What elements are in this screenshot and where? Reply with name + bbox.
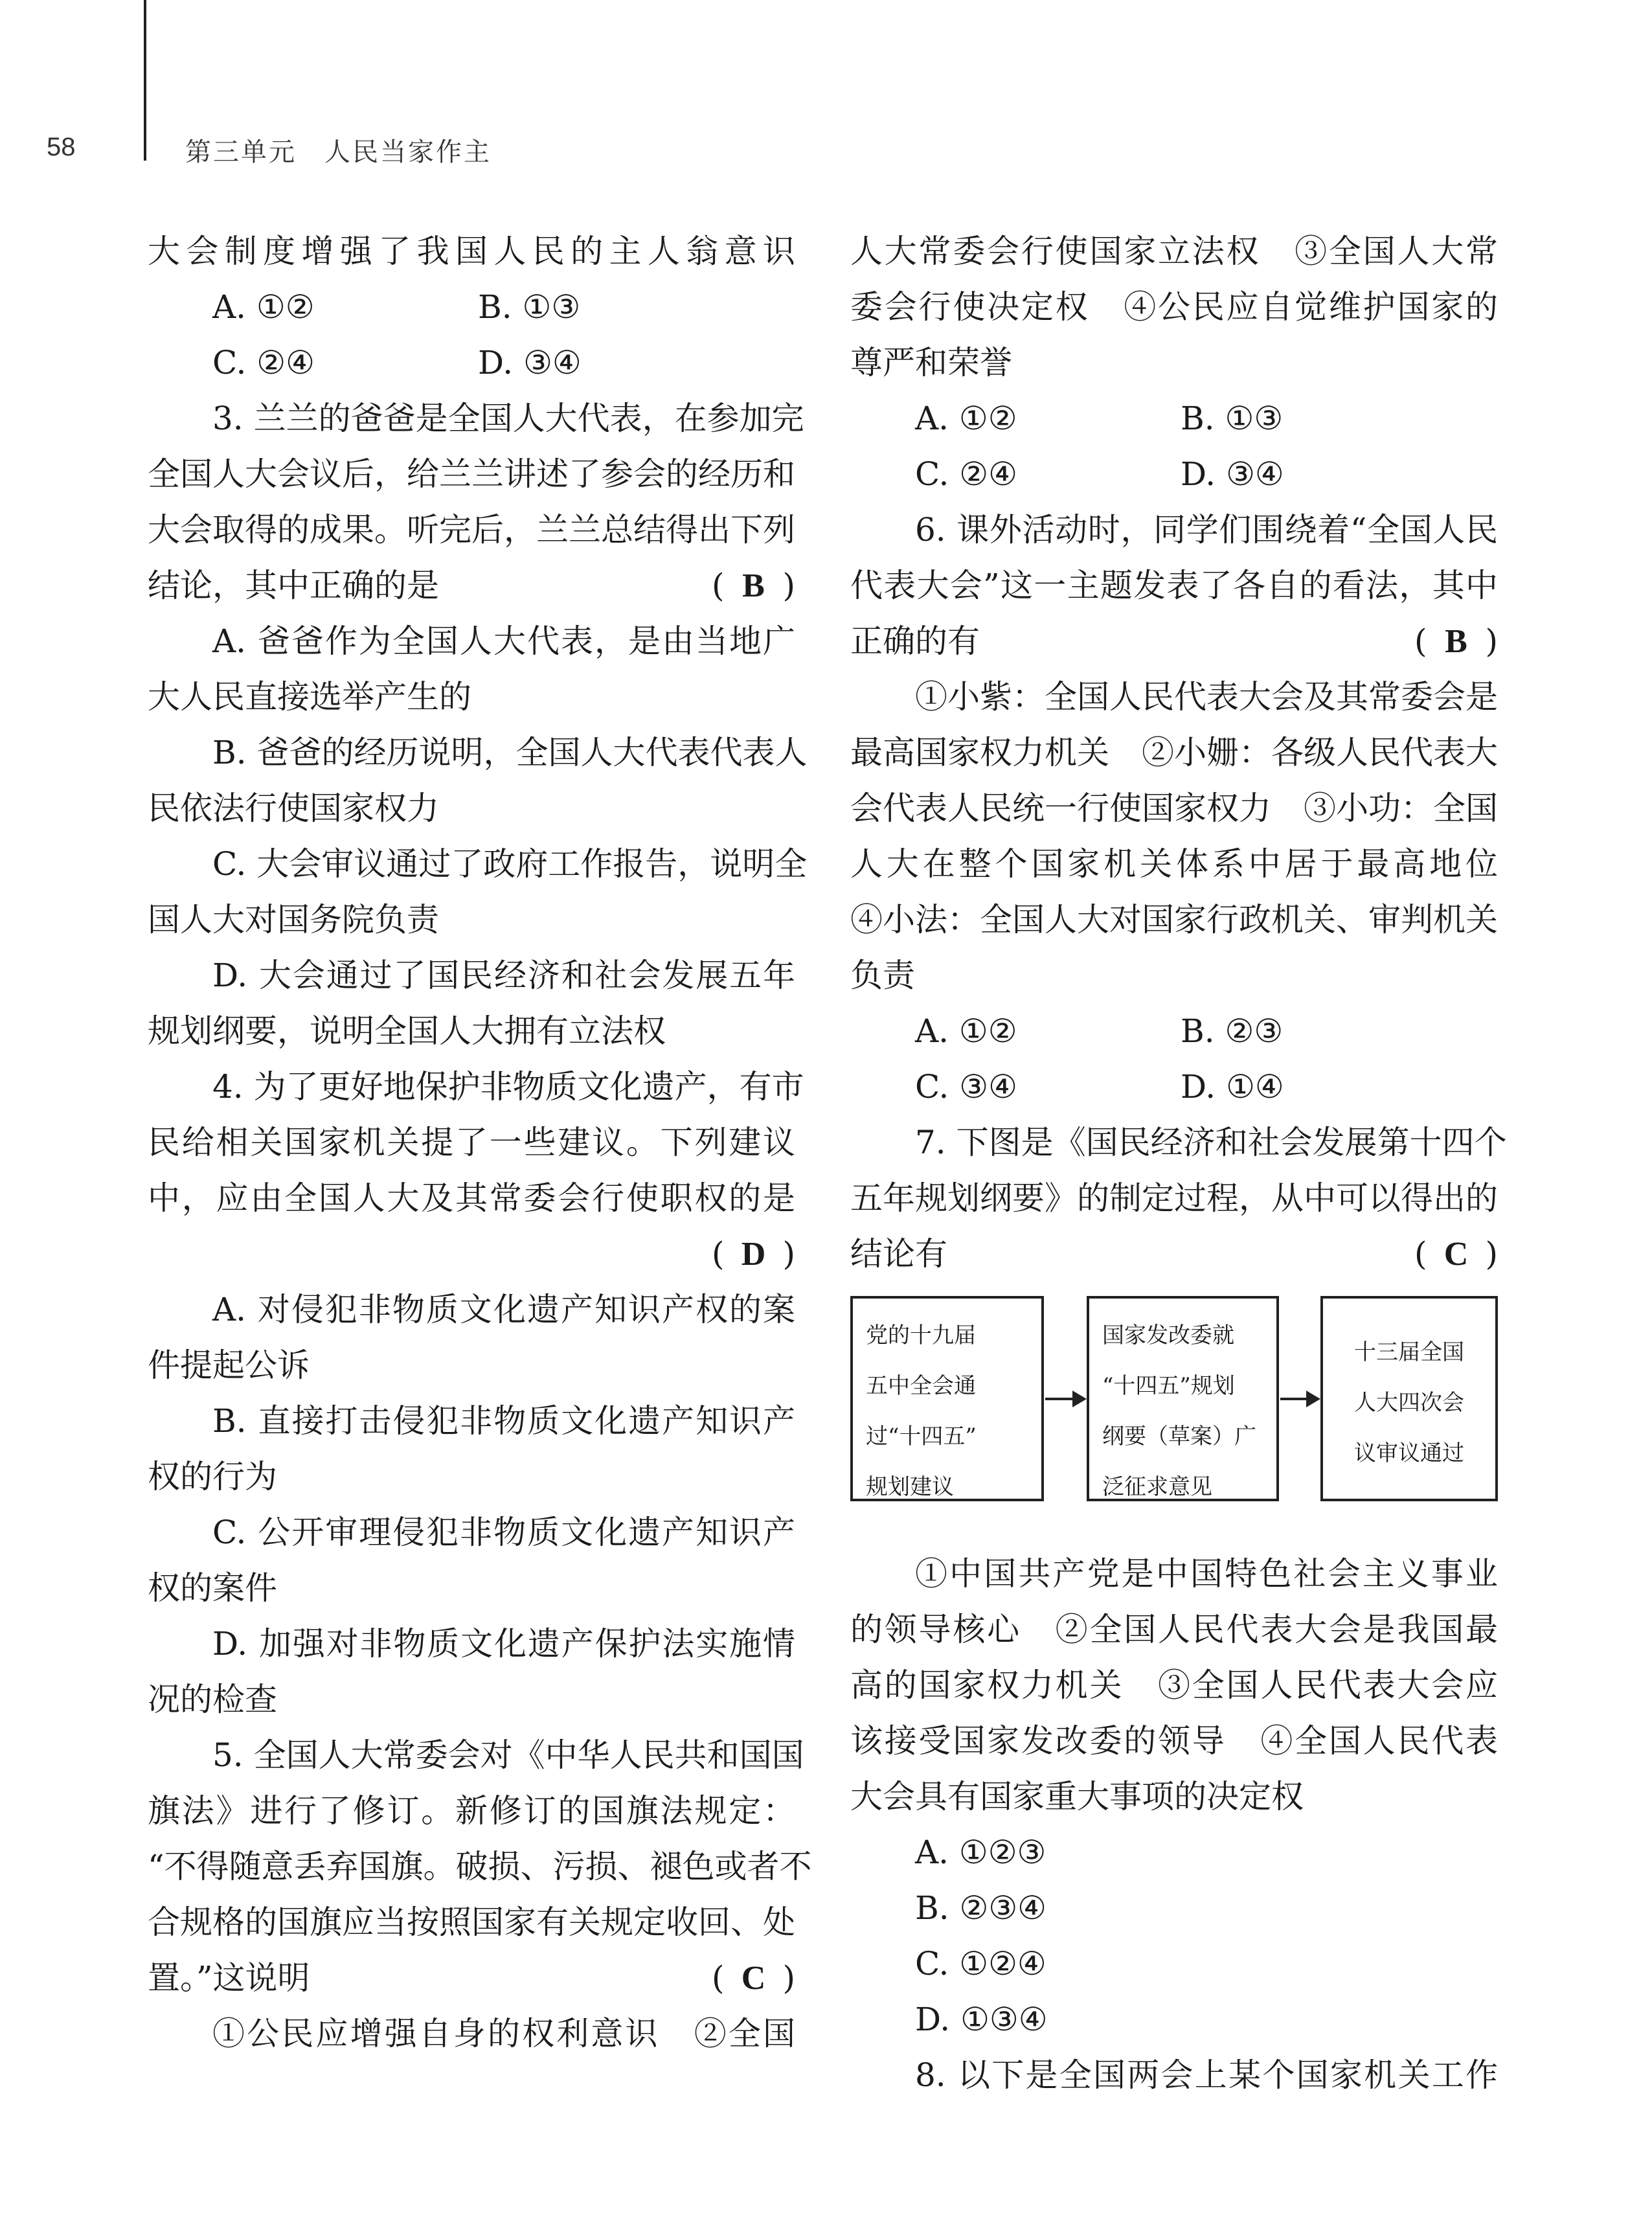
flow-step-2 bbox=[1087, 1296, 1279, 1501]
option-b: B. 直接打击侵犯非物质文化遗产知识产 bbox=[212, 1402, 795, 1440]
option: B. ②③ bbox=[1181, 1012, 1284, 1050]
flow-text: “十四五”规划 bbox=[1102, 1373, 1235, 1399]
statement-line: 尊严和荣誉 bbox=[850, 344, 1012, 381]
option: C. ③④ bbox=[915, 1068, 1017, 1106]
option: D. ③④ bbox=[1181, 455, 1284, 493]
question-5-stem: 5. 全国人大常委会对《中华人民共和国国 bbox=[212, 1736, 804, 1774]
option-a: 大人民直接选举产生的 bbox=[148, 678, 471, 716]
statement-line: 负责 bbox=[850, 957, 915, 994]
option: D. ①④ bbox=[1181, 1068, 1284, 1106]
running-title: 第三单元 人民当家作主 bbox=[185, 137, 492, 167]
question-3-stem: 结论，其中正确的是 bbox=[148, 567, 439, 604]
question-5-stem: “不得随意丢弃国旗。破损、污损、褪色或者不 bbox=[148, 1848, 812, 1885]
answer-bracket: ( B ) bbox=[712, 558, 795, 613]
option-c: C. 大会审议通过了政府工作报告，说明全 bbox=[212, 845, 808, 883]
statement-line: ①公民应增强自身的权利意识 ②全国 bbox=[212, 2015, 795, 2052]
option-a: A. 爸爸作为全国人大代表，是由当地广 bbox=[212, 622, 795, 660]
flow-text: 议审议通过 bbox=[1354, 1440, 1464, 1466]
option: A. ①② bbox=[915, 1012, 1017, 1050]
question-4-stem: 中，应由全国人大及其常委会行使职权的是 bbox=[148, 1179, 795, 1217]
question-7-last-line bbox=[850, 1226, 1498, 1282]
option-b: 民依法行使国家权力 bbox=[148, 789, 439, 827]
flow-text: 十三届全国 bbox=[1354, 1339, 1464, 1365]
question-6-stem: 正确的有 bbox=[850, 622, 980, 660]
statement-line: 人大常委会行使国家立法权 ③全国人大常 bbox=[850, 233, 1498, 270]
answer-bracket: ( C ) bbox=[712, 1950, 795, 2006]
left-column bbox=[148, 223, 812, 2061]
q6-options-row1 bbox=[850, 1003, 1498, 1059]
option-a: 件提起公诉 bbox=[148, 1346, 310, 1384]
question-3-stem: 大会取得的成果。听完后，兰兰总结得出下列 bbox=[148, 511, 795, 549]
flow-text: 五中全会通 bbox=[866, 1373, 976, 1399]
option: A. ①② bbox=[212, 288, 315, 326]
flow-step-3 bbox=[1320, 1296, 1498, 1501]
q5-options-row2 bbox=[850, 446, 1498, 502]
right-column bbox=[850, 223, 1507, 2103]
question-7-stem: 结论有 bbox=[850, 1235, 947, 1273]
flow-text: 党的十九届 bbox=[866, 1323, 976, 1348]
option-b: 权的行为 bbox=[148, 1458, 277, 1495]
q6-options-row2 bbox=[850, 1059, 1498, 1115]
option-a: A. ①②③ bbox=[915, 1834, 1047, 1871]
option: C. ②④ bbox=[915, 455, 1017, 493]
option-c: 权的案件 bbox=[148, 1569, 277, 1607]
option-b: B. 爸爸的经历说明，全国人大代表代表人 bbox=[212, 734, 808, 771]
flow-text: 泛征求意见 bbox=[1102, 1474, 1212, 1500]
flow-text: 纲要（草案）广 bbox=[1102, 1424, 1256, 1449]
statement-line: 该接受国家发改委的领导 ④全国人民代表 bbox=[850, 1722, 1498, 1760]
flow-arrow-2 bbox=[1280, 1398, 1318, 1400]
option-d: D. ①③④ bbox=[915, 2001, 1048, 2038]
answer-letter: C bbox=[741, 1960, 766, 1997]
option-a: A. 对侵犯非物质文化遗产知识产权的案 bbox=[212, 1291, 795, 1328]
option: B. ①③ bbox=[478, 288, 581, 326]
question-5-stem: 置。”这说明 bbox=[148, 1959, 310, 1997]
statement-line: ①小紫：全国人民代表大会及其常委会是 bbox=[915, 678, 1498, 716]
question-5-stem: 合规格的国旗应当按照国家有关规定收回、处 bbox=[148, 1903, 795, 1941]
answer-letter: D bbox=[741, 1236, 766, 1273]
flow-step-1 bbox=[850, 1296, 1044, 1501]
question-3-stem: 3. 兰兰的爸爸是全国人大代表，在参加完 bbox=[212, 400, 804, 437]
statement-line: 大会具有国家重大事项的决定权 bbox=[850, 1778, 1304, 1815]
process-flow-diagram bbox=[850, 1296, 1498, 1542]
answer-letter: B bbox=[742, 567, 765, 604]
question-4-stem: 民给相关国家机关提了一些建议。下列建议 bbox=[148, 1124, 795, 1161]
option: B. ①③ bbox=[1181, 400, 1284, 437]
option: D. ③④ bbox=[478, 344, 582, 381]
flow-text: 国家发改委就 bbox=[1102, 1323, 1234, 1348]
option-c: C. ①②④ bbox=[915, 1945, 1047, 1982]
question-6-stem: 6. 课外活动时，同学们围绕着“全国人民 bbox=[915, 511, 1498, 549]
statement-line: 高的国家权力机关 ③全国人民代表大会应 bbox=[850, 1666, 1498, 1704]
statement-line: 最高国家权力机关 ②小姗：各级人民代表大 bbox=[850, 734, 1498, 771]
option-d: D. 大会通过了国民经济和社会发展五年 bbox=[212, 957, 795, 994]
statement-line: 人大在整个国家机关体系中居于最高地位 bbox=[850, 845, 1498, 883]
option-d: 规划纲要，说明全国人大拥有立法权 bbox=[148, 1012, 666, 1050]
flow-text: 规划建议 bbox=[866, 1474, 954, 1500]
option: C. ②④ bbox=[212, 344, 315, 381]
statement-line: 会代表人民统一行使国家权力 ③小功：全国 bbox=[850, 789, 1498, 827]
page-number: 58 bbox=[47, 133, 76, 161]
statement-line: ④小法：全国人大对国家行政机关、审判机关 bbox=[850, 901, 1498, 938]
option-c: C. 公开审理侵犯非物质文化遗产知识产 bbox=[212, 1514, 795, 1551]
statement-line: 的领导核心 ②全国人民代表大会是我国最 bbox=[850, 1611, 1498, 1648]
option: A. ①② bbox=[915, 400, 1017, 437]
text-line: 大会制度增强了我国人民的主人翁意识 bbox=[148, 233, 795, 270]
question-3-last-line bbox=[148, 558, 795, 613]
option-d: D. 加强对非物质文化遗产保护法实施情 bbox=[212, 1625, 795, 1663]
question-6-last-line bbox=[850, 613, 1498, 669]
q2-options-row2 bbox=[148, 335, 795, 391]
question-6-stem: 代表大会”这一主题发表了各自的看法，其中 bbox=[850, 567, 1498, 604]
question-5-last-line bbox=[148, 1950, 795, 2006]
answer-bracket: ( B ) bbox=[1414, 613, 1498, 669]
answer-bracket: ( C ) bbox=[1414, 1226, 1498, 1282]
answer-letter: C bbox=[1443, 1236, 1469, 1273]
statement-line: ①中国共产党是中国特色社会主义事业 bbox=[915, 1555, 1498, 1593]
q2-options-row1 bbox=[148, 279, 795, 335]
answer-letter: B bbox=[1445, 623, 1467, 660]
flow-arrow-1 bbox=[1045, 1398, 1084, 1400]
question-7-stem: 7. 下图是《国民经济和社会发展第十四个 bbox=[915, 1124, 1507, 1161]
question-3-stem: 全国人大会议后，给兰兰讲述了参会的经历和 bbox=[148, 455, 795, 493]
option-d: 况的检查 bbox=[148, 1681, 277, 1718]
flow-text: 人大四次会 bbox=[1354, 1390, 1464, 1416]
question-4-answer-line: ( D ) bbox=[148, 1226, 795, 1282]
option-b: B. ②③④ bbox=[915, 1889, 1047, 1927]
statement-line: 委会行使决定权 ④公民应自觉维护国家的 bbox=[850, 288, 1498, 326]
question-7-stem: 五年规划纲要》的制定过程，从中可以得出的 bbox=[850, 1179, 1498, 1217]
option-c: 国人大对国务院负责 bbox=[148, 901, 439, 938]
q5-options-row1 bbox=[850, 391, 1498, 446]
question-8-stem: 8. 以下是全国两会上某个国家机关工作 bbox=[915, 2056, 1498, 2094]
question-5-stem: 旗法》进行了修订。新修订的国旗法规定： bbox=[148, 1792, 795, 1830]
flow-text: 过“十四五” bbox=[866, 1424, 977, 1449]
header-rule bbox=[144, 0, 146, 161]
question-4-stem: 4. 为了更好地保护非物质文化遗产，有市 bbox=[212, 1068, 804, 1106]
